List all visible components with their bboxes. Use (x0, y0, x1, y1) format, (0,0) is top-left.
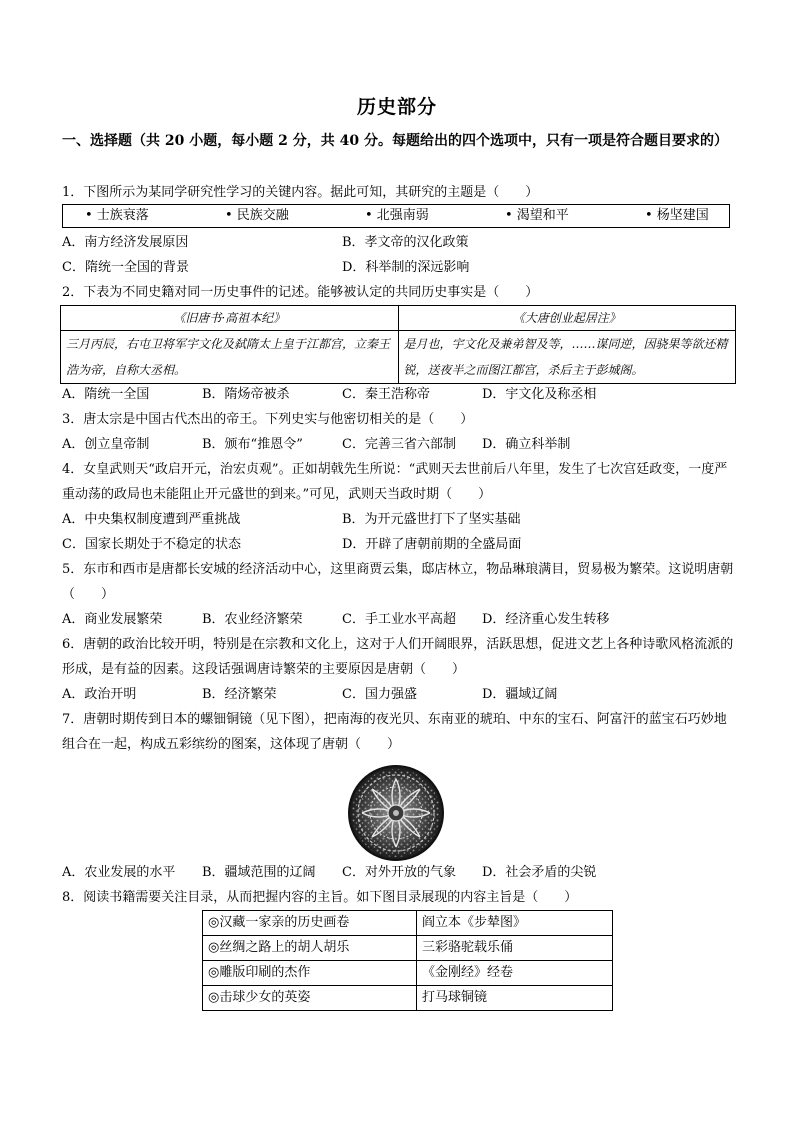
keyword-item: • 民族交融 (225, 208, 289, 223)
option-a[interactable]: A．农业发展的水平 (62, 865, 176, 880)
question-3-options (62, 432, 742, 457)
question-3-stem: 3．唐太宗是中国古代杰出的帝王。下列史实与他密切相关的是（ ） (62, 412, 474, 427)
contents-artifact: 打马球铜镜 (417, 986, 613, 1011)
option-c[interactable]: C．隋统一全国的背景 (62, 260, 189, 275)
option-c[interactable]: C．秦王浩称帝 (342, 387, 430, 402)
question-8-stem: 8．阅读书籍需要关注目录，从而把握内容的主旨。如下图目录展现的内容主旨是（ ） (62, 890, 578, 905)
question-2-options (62, 382, 742, 407)
option-c[interactable]: C．对外开放的气象 (342, 865, 456, 880)
question-7-options (62, 860, 742, 885)
option-c[interactable]: C．完善三省六部制 (342, 437, 456, 452)
contents-artifact: 三彩骆驼载乐俑 (417, 936, 613, 961)
table-row (203, 936, 613, 961)
option-b[interactable]: B．农业经济繁荣 (202, 612, 303, 627)
option-d[interactable]: D．宇文化及称丞相 (482, 387, 597, 402)
option-c[interactable]: C．手工业水平高超 (342, 612, 456, 627)
option-d[interactable]: D．确立科举制 (482, 437, 571, 452)
contents-table (202, 910, 613, 1011)
question-2-stem: 2．下表为不同史籍对同一历史事件的记述。能够被认定的共同历史事实是（ ） (62, 285, 539, 300)
option-a[interactable]: A．政治开明 (62, 687, 137, 702)
option-b[interactable]: B．经济繁荣 (202, 687, 277, 702)
option-d[interactable]: D．科举制的深远影响 (342, 260, 470, 275)
option-b[interactable]: B．颁布“推恩令” (202, 437, 303, 452)
question-1-stem: 1．下图所示为某同学研究性学习的关键内容。据此可知，其研究的主题是（ ） (62, 185, 539, 200)
question-4-options-row1 (62, 507, 742, 532)
source-table (60, 305, 736, 384)
option-a[interactable]: A．中央集权制度遭到严重挑战 (62, 512, 241, 527)
option-d[interactable]: D．经济重心发生转移 (482, 612, 610, 627)
question-6-options (62, 682, 742, 707)
question-1-options-row2 (62, 255, 742, 280)
source-left-text: 三月丙辰，右屯卫将军宇文化及弑隋太上皇于江都宫，立秦王浩为帝，自称大丞相。 (61, 331, 399, 384)
option-a[interactable]: A．南方经济发展原因 (62, 235, 189, 250)
option-c[interactable]: C．国家长期处于不稳定的状态 (62, 537, 241, 552)
option-d[interactable]: D．社会矛盾的尖锐 (482, 865, 597, 880)
option-b[interactable]: B．疆域范围的辽阔 (202, 865, 316, 880)
table-row (203, 986, 613, 1011)
table-row (203, 911, 613, 936)
contents-artifact: 《金刚经》经卷 (417, 961, 613, 986)
option-b[interactable]: B．隋炀帝被杀 (202, 387, 290, 402)
question-6-stem: 6．唐朝的政治比较开明，特别是在宗教和文化上，这对于人们开阔眼界，活跃思想，促进文艺上各种诗歌风格流派的形成，是有益的因素。这段话强调唐诗繁荣的主要原因是唐朝（ ） (62, 637, 734, 677)
question-5-options (62, 607, 742, 632)
keyword-box (62, 204, 730, 228)
option-d[interactable]: D．疆域辽阔 (482, 687, 558, 702)
question-1-options-row1 (62, 230, 742, 255)
source-right-text: 是月也，宇文化及兼弟智及等，……谋同逆，因骁果等欲还精锐，送夜半之而图江都宫，杀后主于彭城阁。 (398, 331, 736, 384)
contents-topic: ◎雕版印刷的杰作 (203, 961, 417, 986)
keyword-item: • 北强南弱 (365, 208, 429, 223)
option-b[interactable]: B．孝文帝的汉化政策 (342, 235, 469, 250)
bronze-mirror-image (346, 765, 446, 861)
page-title: 历史部分 (356, 96, 437, 118)
source-right-title: 《大唐创业起居注》 (398, 306, 736, 331)
keyword-item: • 士族衰落 (85, 208, 149, 223)
option-a[interactable]: A．创立皇帝制 (62, 437, 150, 452)
option-a[interactable]: A．隋统一全国 (62, 387, 150, 402)
contents-artifact: 阎立本《步辇图》 (417, 911, 613, 936)
question-5-stem: 5．东市和西市是唐都长安城的经济活动中心，这里商贾云集，邸店林立，物品琳琅满目，贸易极为繁荣。这说明唐朝（ ） (62, 562, 734, 602)
option-b[interactable]: B．为开元盛世打下了坚实基础 (342, 512, 521, 527)
option-d[interactable]: D．开辟了唐朝前期的全盛局面 (342, 537, 522, 552)
question-4-options-row2 (62, 532, 742, 557)
contents-topic: ◎丝绸之路上的胡人胡乐 (203, 936, 417, 961)
option-c[interactable]: C．国力强盛 (342, 687, 417, 702)
table-row (203, 961, 613, 986)
section-heading: 一、选择题（共 20 小题，每小题 2 分，共 40 分。每题给出的四个选项中，只有一项是符合题目要求的） (62, 133, 728, 149)
option-a[interactable]: A．商业发展繁荣 (62, 612, 163, 627)
question-7-stem: 7．唐朝时期传到日本的螺钿铜镜（见下图），把南海的夜光贝、东南亚的琥珀、中东的宝石、阿富汗的蓝宝石巧妙地组合在一起，构成五彩缤纷的图案，这体现了唐朝（ ） (62, 712, 727, 752)
contents-topic: ◎汉藏一家亲的历史画卷 (203, 911, 417, 936)
source-left-title: 《旧唐书·高祖本纪》 (61, 306, 399, 331)
keyword-item: • 渴望和平 (505, 208, 569, 223)
contents-topic: ◎击球少女的英姿 (203, 986, 417, 1011)
keyword-item: • 杨坚建国 (645, 208, 709, 223)
question-4-stem: 4．女皇武则天“政启开元，治宏贞观”。正如胡戟先生所说：“武则天去世前后八年里，发生了七次宫廷政变，一度严重动荡的政局也未能阻止开元盛世的到来。”可见，武则天当政时期（ ） (62, 462, 728, 502)
